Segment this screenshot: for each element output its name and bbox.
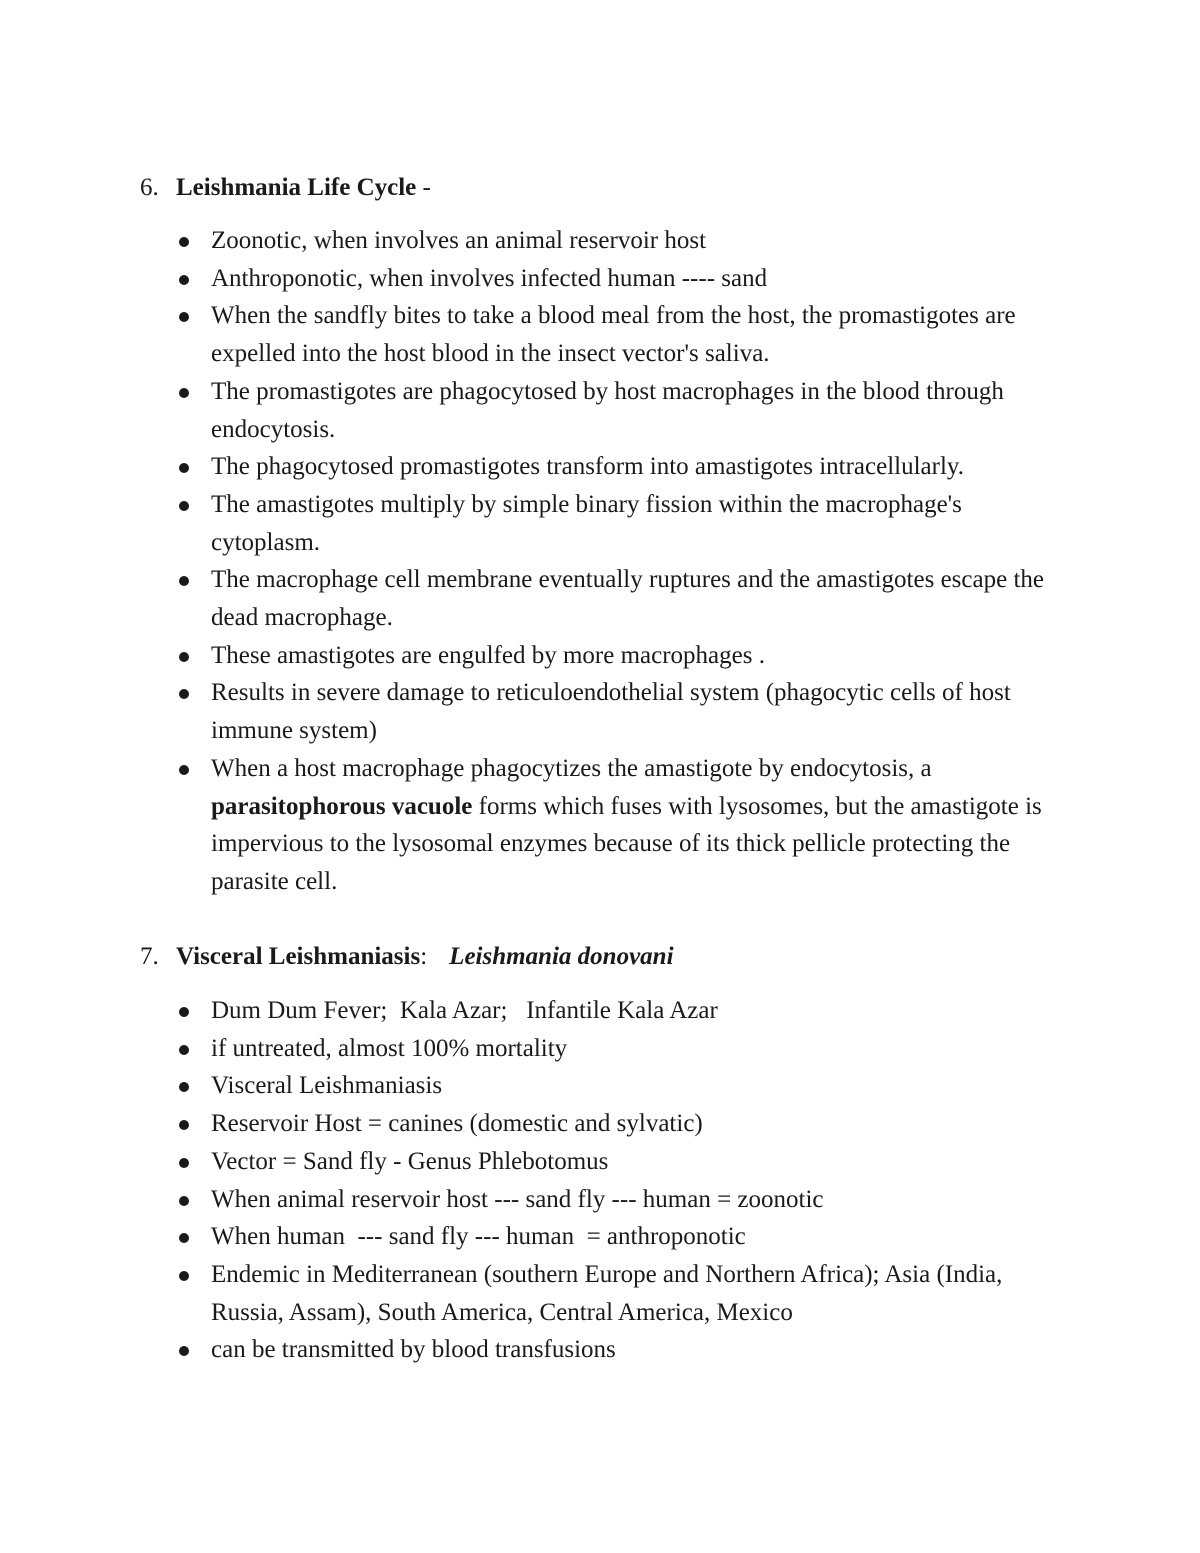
- list-item: [0, 222, 1071, 260]
- bullet-icon: [179, 1196, 189, 1206]
- bullet-icon: [179, 1045, 189, 1055]
- list-item: [0, 637, 1071, 675]
- list-item: [0, 373, 1071, 448]
- list-item-text: When the sandfly bites to take a blood meal from the host, the promastigotes are expelled into the host blood in the insect vector's saliva.: [211, 302, 1016, 368]
- list-item: [0, 1030, 1071, 1068]
- bullet-icon: [179, 237, 189, 247]
- bullet-icon: [179, 1271, 189, 1281]
- list-item: [0, 1331, 1071, 1369]
- bullet-icon: [179, 501, 189, 511]
- section-6-heading: [140, 169, 431, 207]
- list-item-text: When a host macrophage phagocytizes the amastigote by endocytosis, a: [211, 754, 932, 782]
- bullet-icon: [179, 388, 189, 398]
- list-item: [0, 1218, 1071, 1256]
- bullet-icon: [179, 576, 189, 586]
- section-number: 6.: [140, 174, 159, 201]
- list-item: [0, 1067, 1071, 1105]
- list-item-text: can be transmitted by blood transfusions: [211, 1336, 616, 1364]
- list-item-text: Reservoir Host = canines (domestic and sylvatic): [211, 1110, 703, 1138]
- bullet-icon: [179, 1158, 189, 1168]
- section-7-list: [0, 992, 1200, 1369]
- list-item-text: Dum Dum Fever; Kala Azar; Infantile Kala Azar: [211, 997, 718, 1024]
- list-item: [0, 1105, 1071, 1143]
- bullet-icon: [179, 689, 189, 699]
- bullet-icon: [179, 765, 189, 775]
- section-title: Leishmania Life Cycle: [176, 174, 417, 201]
- list-item-text: The amastigotes multiply by simple binary fission within the macrophage's cytoplasm.: [211, 490, 962, 556]
- section-title-colon: :: [420, 943, 428, 970]
- list-item: [0, 561, 1071, 636]
- bold-term: parasitophorous vacuole: [211, 792, 473, 820]
- list-item: [0, 1181, 1071, 1219]
- bullet-icon: [179, 1082, 189, 1092]
- list-item: [0, 1256, 1071, 1331]
- list-item: [0, 750, 1071, 901]
- section-title-suffix: -: [416, 174, 431, 201]
- bullet-icon: [179, 652, 189, 662]
- list-item-text: forms which fuses with lysosomes, but the amastigote is impervious to the lysosomal enzymes because of its thick pellicle protecting the parasite cell.: [211, 792, 1042, 895]
- list-item-text: Anthroponotic, when involves infected human ---- sand: [211, 264, 768, 292]
- list-item: [0, 1143, 1071, 1181]
- bullet-icon: [179, 463, 189, 473]
- list-item-text: Visceral Leishmaniasis: [211, 1072, 443, 1100]
- list-item-text: Endemic in Mediterranean (southern Europe and Northern Africa); Asia (India, Russia, Assam), South America, Central America, Mexico: [211, 1260, 1003, 1326]
- list-item: [0, 448, 1071, 486]
- bullet-icon: [179, 312, 189, 322]
- bullet-icon: [179, 275, 189, 285]
- bullet-icon: [179, 1007, 189, 1017]
- list-item-text: Vector = Sand fly - Genus Phlebotomus: [211, 1147, 609, 1175]
- list-item: [0, 260, 1071, 298]
- list-item: [0, 486, 1071, 561]
- list-item: [0, 992, 1071, 1030]
- bullet-icon: [179, 1346, 189, 1356]
- scientific-name: Leishmania donovani: [449, 943, 674, 970]
- section-7-heading: [140, 938, 674, 976]
- list-item-text: The macrophage cell membrane eventually ruptures and the amastigotes escape the dead macrophage.: [211, 566, 1044, 632]
- bullet-icon: [179, 1233, 189, 1243]
- bullet-icon: [179, 1120, 189, 1130]
- list-item-text: Results in severe damage to reticuloendothelial system (phagocytic cells of host immune system): [211, 679, 1011, 745]
- list-item-text: These amastigotes are engulfed by more macrophages .: [211, 641, 765, 669]
- list-item-text: The phagocytosed promastigotes transform into amastigotes intracellularly.: [211, 453, 965, 481]
- section-number: 7.: [140, 943, 159, 970]
- section-6-list: [0, 222, 1200, 901]
- list-item-text: When animal reservoir host --- sand fly --- human = zoonotic: [211, 1185, 824, 1213]
- section-title: Visceral Leishmaniasis: [176, 943, 421, 970]
- list-item: [0, 674, 1071, 749]
- list-item: [0, 297, 1071, 372]
- list-item-text: The promastigotes are phagocytosed by host macrophages in the blood through endocytosis.: [211, 377, 1004, 443]
- list-item-text: if untreated, almost 100% mortality: [211, 1034, 568, 1062]
- list-item-text: Zoonotic, when involves an animal reservoir host: [211, 227, 707, 254]
- list-item-text: When human --- sand fly --- human = anthroponotic: [211, 1223, 746, 1251]
